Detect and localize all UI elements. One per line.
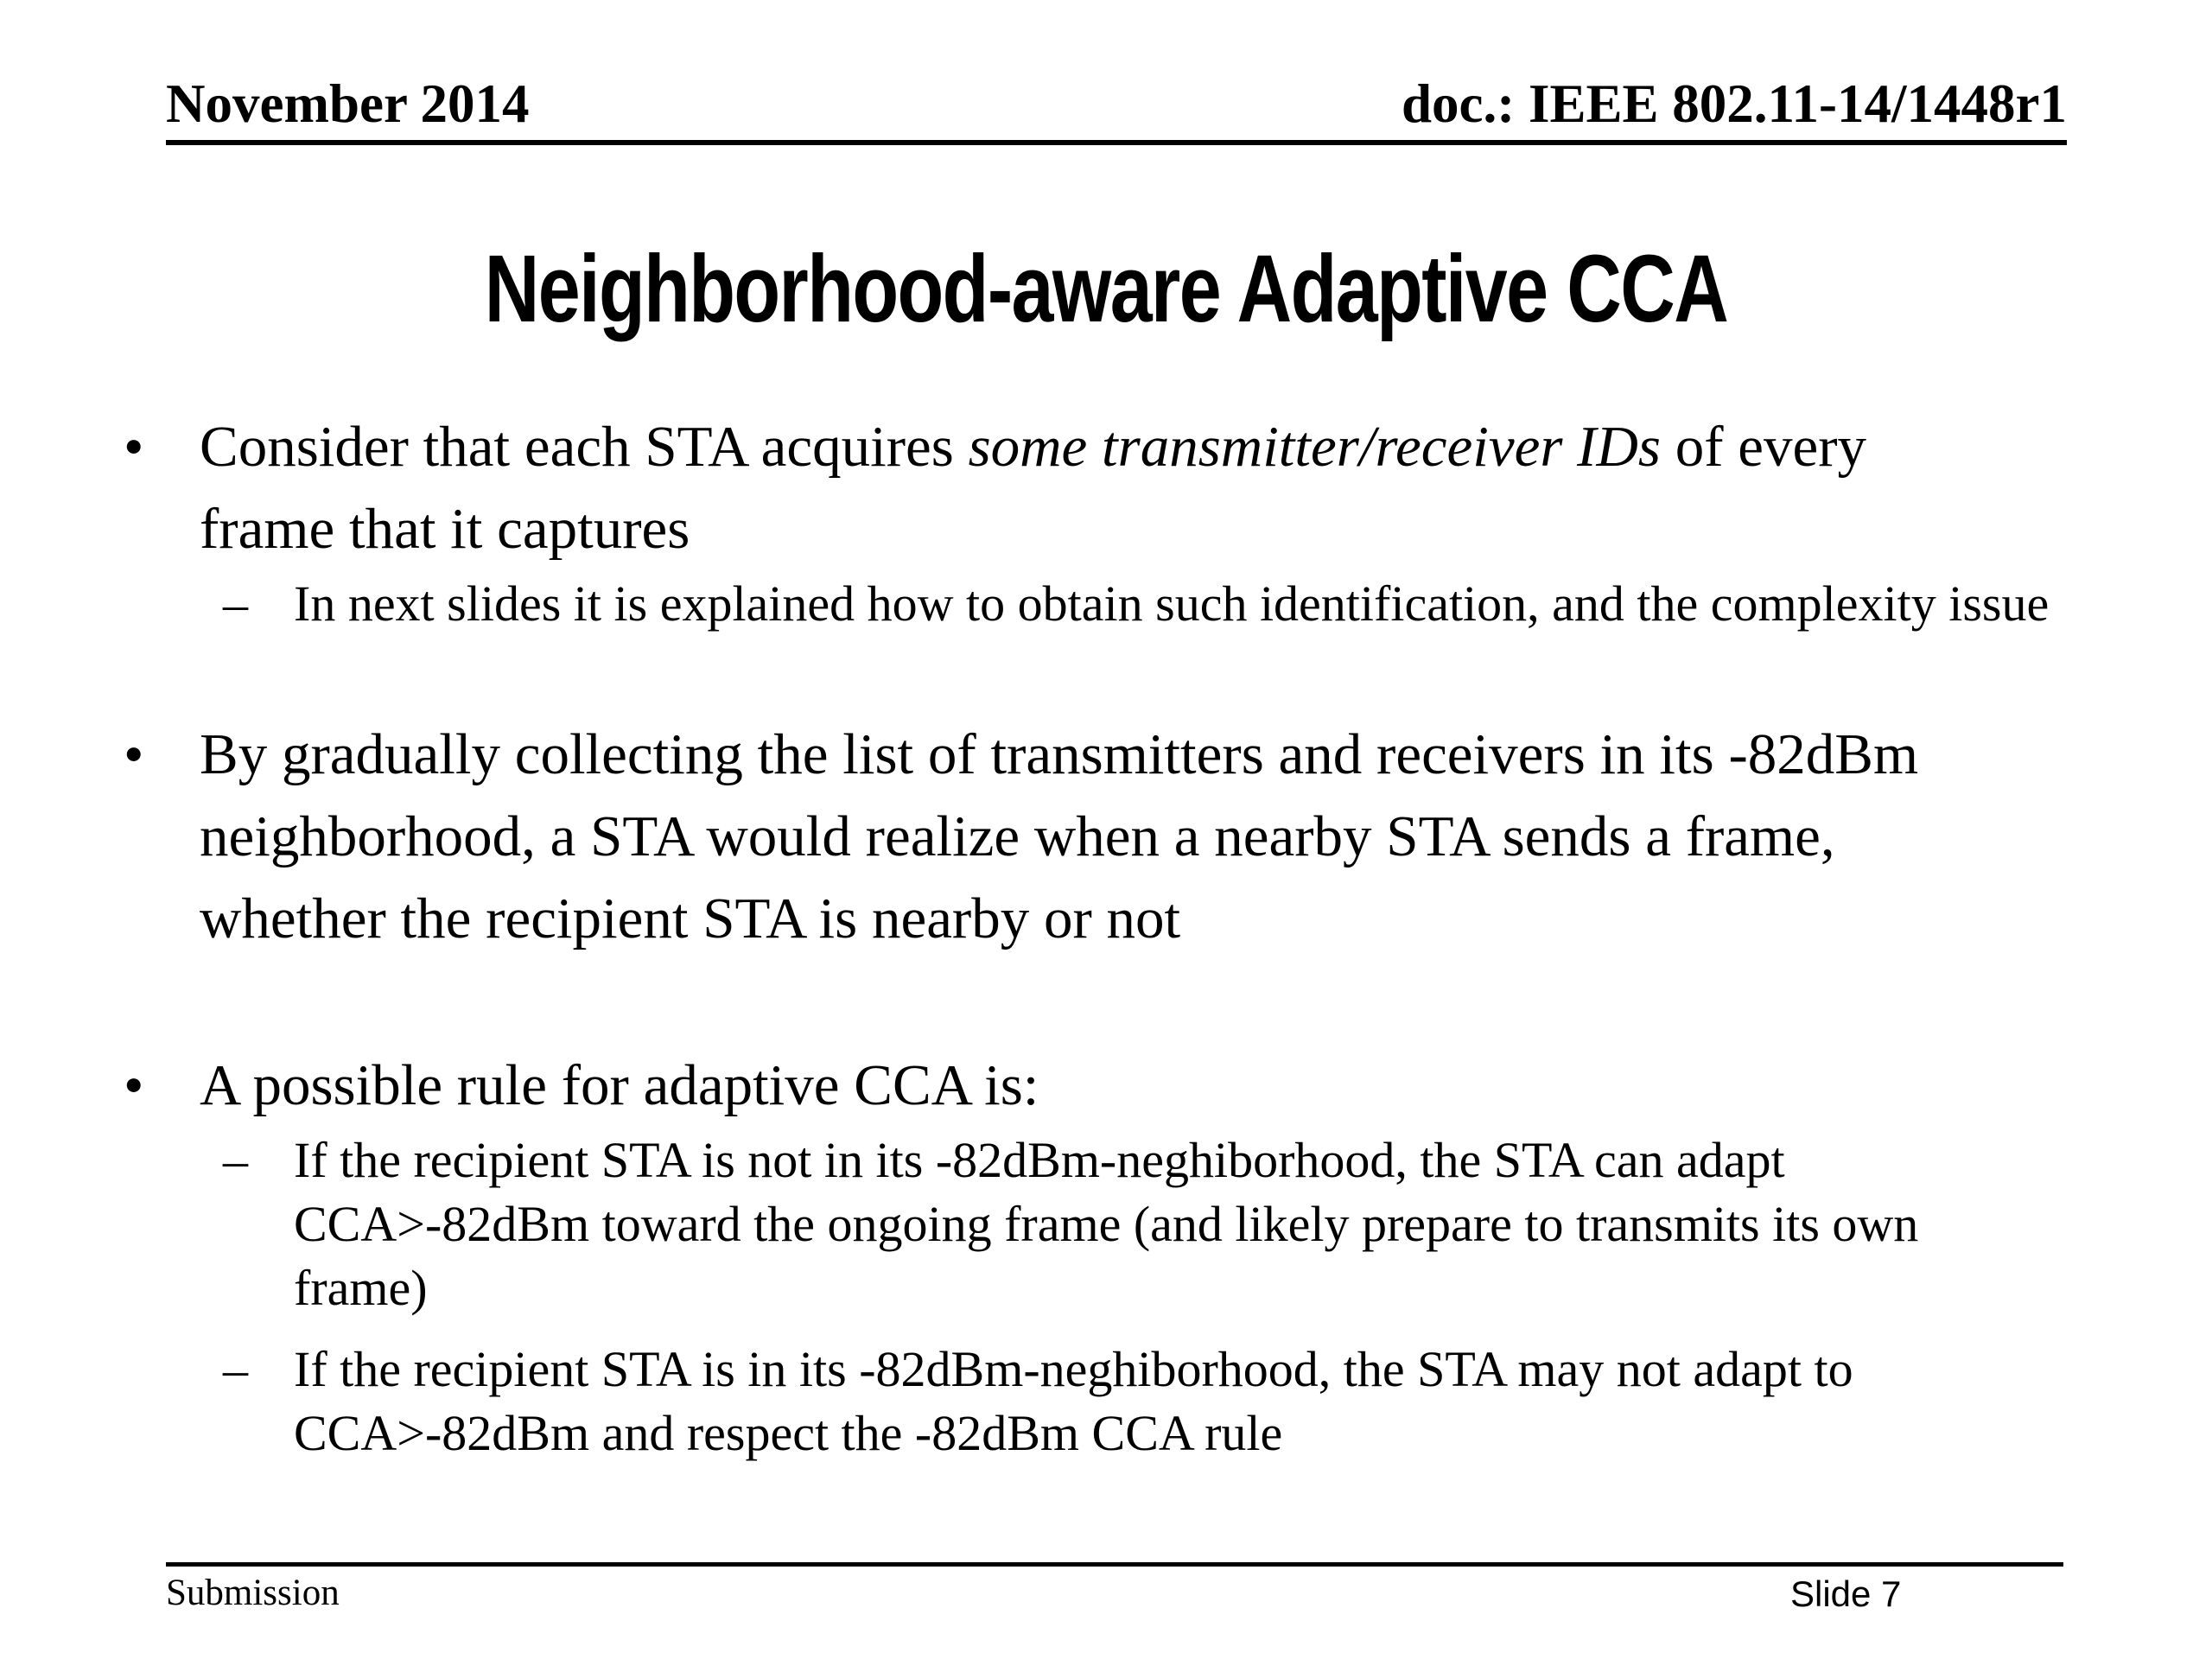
sub-bullet-item — [223, 1338, 2111, 1465]
bullet-item — [124, 406, 2111, 570]
bullet-text: Consider that each STA acquires some transmitter/receiver IDs of every frame that it captures — [200, 415, 1867, 561]
header-doc-number: doc.: IEEE 802.11-14/1448r1 — [1401, 73, 2067, 134]
bullet-marker: • — [124, 415, 144, 479]
dash-marker: – — [223, 1341, 248, 1397]
bullet-item — [124, 1045, 2111, 1127]
bullet-text: If the recipient STA is in its -82dBm-neghiborhood, the STA may not adapt to CCA>-82dBm and respect the -82dBm CCA rule — [294, 1341, 1853, 1461]
footer-submission: Submission — [166, 1573, 340, 1613]
bullet-text: If the recipient STA is not in its -82dBm-neghiborhood, the STA can adapt CCA>-82dBm toward the ongoing frame (and likely prepare to transmits its own frame) — [294, 1132, 1919, 1316]
footer-rule — [166, 1562, 2063, 1567]
page-title — [0, 235, 2212, 345]
bullet-marker: • — [124, 722, 144, 786]
bullet-text: A possible rule for adaptive CCA is: — [200, 1053, 1039, 1117]
page-title-text: Neighborhood-aware Adaptive CCA — [484, 236, 1728, 342]
bullet-marker: • — [124, 1053, 144, 1117]
bullet-item — [124, 714, 2111, 960]
bullet-text: In next slides it is explained how to obtain such identification, and the complexity issue — [294, 575, 2050, 632]
sub-bullet-item — [223, 572, 2111, 636]
bullet-list — [124, 406, 2111, 1465]
header-date: November 2014 — [166, 73, 530, 134]
bullet-text: By gradually collecting the list of transmitters and receivers in its -82dBm neighborhood, a STA would realize when a nearby STA sends a frame, whether the recipient STA is nearby or not — [200, 722, 1919, 950]
sub-bullet-item — [223, 1128, 2111, 1320]
slide-header — [166, 74, 2067, 134]
dash-marker: – — [223, 575, 248, 632]
dash-marker: – — [223, 1132, 248, 1188]
footer-slide-number: Slide 7 — [1790, 1573, 1902, 1614]
header-rule — [166, 140, 2067, 145]
